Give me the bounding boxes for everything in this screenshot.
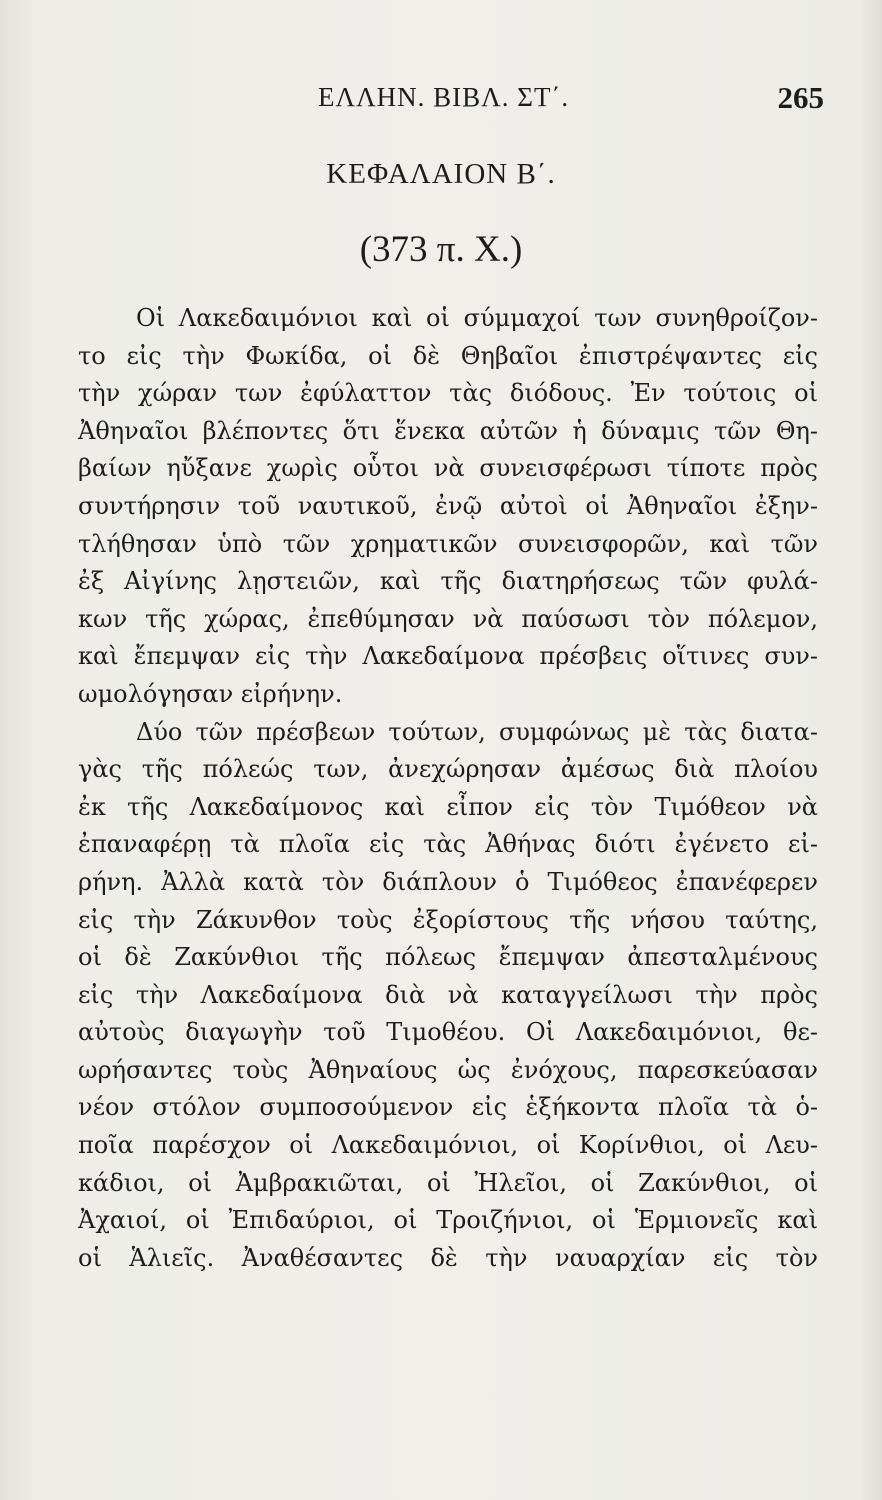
text-line: Ἀθηναῖοι βλέποντες ὅτι ἕνεκα αὐτῶν ἡ δύναμις τῶν Θη- — [78, 416, 818, 445]
running-title: ΕΛΛΗΝ. ΒΙΒΛ. ΣΤ΄. — [318, 82, 570, 112]
text-line: ρήνη. Ἀλλὰ κατὰ τὸν διάπλουν ὁ Τιμόθεος ἐπανέφερεν — [78, 867, 818, 896]
text-line: ἐπαναφέρῃ τὰ πλοῖα εἰς τὰς Ἀθήνας διότι ἐγένετο εἰ- — [78, 830, 818, 859]
text-line: γὰς τῆς πόλεώς των, ἀνεχώρησαν ἀμέσως διὰ πλοίου — [78, 755, 818, 784]
text-line: Οἱ Λακεδαιμόνιοι καὶ οἱ σύμμαχοί των συνηθροίζον- — [136, 304, 818, 332]
text-line: εἰς τὴν Ζάκυνθον τοὺς ἐξορίστους τῆς νήσου ταύτης, — [78, 905, 818, 934]
running-head — [0, 82, 882, 122]
text-line: καὶ ἔπεμψαν εἰς τὴν Λακεδαίμονα πρέσβεις οἵτινες συν- — [78, 642, 818, 671]
text-line: τλήθησαν ὑπὸ τῶν χρηματικῶν συνεισφορῶν, καὶ τῶν — [78, 529, 818, 558]
text-line: ωμολόγησαν εἰρήνην. — [78, 679, 343, 708]
text-line: οἱ δὲ Ζακύνθιοι τῆς πόλεως ἔπεμψαν ἀπεσταλμένους — [78, 943, 818, 972]
text-line: Ἀχαιοί, οἱ Ἐπιδαύριοι, οἱ Τροιζήνιοι, οἱ Ἑρμιονεῖς καὶ — [78, 1206, 818, 1235]
text-line: εἰς τὴν Λακεδαίμονα διὰ νὰ καταγγείλωσι τὴν πρὸς — [78, 980, 818, 1009]
text-line: οἱ Ἁλιεῖς. Ἀναθέσαντες δὲ τὴν ναυαρχίαν εἰς τὸν — [78, 1243, 818, 1272]
body-text — [78, 300, 818, 1277]
text-line: κων τῆς χώρας, ἐπεθύμησαν νὰ παύσωσι τὸν πόλεμον, — [78, 604, 818, 633]
text-line: αὐτοὺς διαγωγὴν τοῦ Τιμοθέου. Οἱ Λακεδαιμόνιοι, θε- — [78, 1018, 818, 1047]
chapter-heading: ΚΕΦΑΛΑΙΟΝ Β΄. — [326, 158, 556, 190]
text-line: συντήρησιν τοῦ ναυτικοῦ, ἐνῷ αὐτοὶ οἱ Ἀθηναῖοι ἐξην- — [78, 491, 818, 520]
text-line: ωρήσαντες τοὺς Ἀθηναίους ὡς ἐνόχους, παρεσκεύασαν — [78, 1055, 818, 1084]
text-line: Δύο τῶν πρέσβεων τούτων, συμφώνως μὲ τὰς διατα- — [136, 717, 818, 746]
text-line: ἐκ τῆς Λακεδαίμονος καὶ εἶπον εἰς τὸν Τιμόθεον νὰ — [78, 792, 818, 821]
text-line: το εἰς τὴν Φωκίδα, οἱ δὲ Θηβαῖοι ἐπιστρέψαντες εἰς — [78, 341, 818, 370]
text-line: τὴν χώραν των ἐφύλαττον τὰς διόδους. Ἐν τούτοις οἱ — [78, 379, 818, 408]
chapter-date: (373 π. Χ.) — [359, 229, 523, 270]
text-line: βαίων ηὔξανε χωρὶς οὗτοι νὰ συνεισφέρωσι τίποτε πρὸς — [78, 454, 818, 483]
text-line: νέον στόλον συμποσούμενον εἰς ἑξήκοντα πλοῖα τὰ ὁ- — [78, 1093, 818, 1122]
text-line: ἐξ Αἰγίνης λῃστειῶν, καὶ τῆς διατηρήσεως τῶν φυλά- — [78, 567, 818, 596]
text-line: κάδιοι, οἱ Ἀμβρακιῶται, οἱ Ἠλεῖοι, οἱ Ζακύνθιοι, οἱ — [78, 1168, 818, 1197]
text-line: ποῖα παρέσχον οἱ Λακεδαιμόνιοι, οἱ Κορίνθιοι, οἱ Λευ- — [78, 1131, 818, 1160]
page-number: 265 — [777, 80, 824, 115]
